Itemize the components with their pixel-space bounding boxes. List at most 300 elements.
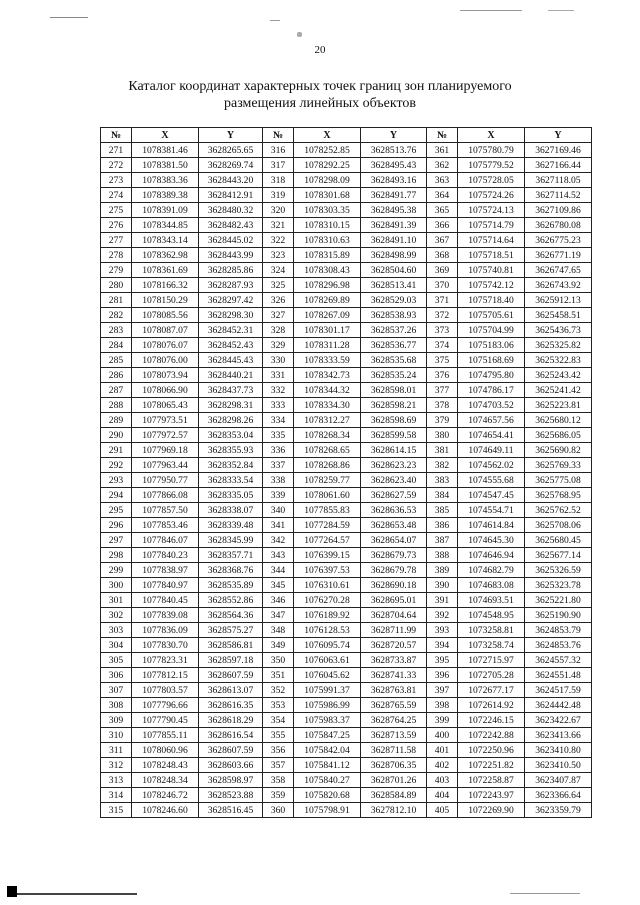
cell-y-1: 3628352.84 (199, 458, 263, 473)
table-row (101, 293, 592, 308)
cell-y-3: 3625458.51 (525, 308, 592, 323)
cell-x-3: 1075714.79 (458, 218, 525, 233)
cell-x-1: 1078383.36 (132, 173, 199, 188)
document-title-line-1: Каталог координат характерных точек границ зон планируемого (128, 79, 512, 94)
cell-number-3: 368 (427, 248, 458, 263)
cell-y-1: 3628564.36 (199, 608, 263, 623)
cell-number-2: 337 (263, 458, 294, 473)
cell-x-3: 1075718.51 (458, 248, 525, 263)
cell-x-1: 1078381.46 (132, 143, 199, 158)
cell-y-2: 3628599.58 (361, 428, 427, 443)
cell-x-2: 1078312.27 (294, 413, 361, 428)
cell-number-3: 405 (427, 803, 458, 818)
table-row (101, 248, 592, 263)
cell-number-2: 328 (263, 323, 294, 338)
cell-y-2: 3628713.59 (361, 728, 427, 743)
table-row (101, 743, 592, 758)
cell-number-1: 307 (101, 683, 132, 698)
cell-y-1: 3628368.76 (199, 563, 263, 578)
cell-number-3: 376 (427, 368, 458, 383)
cell-number-2: 343 (263, 548, 294, 563)
cell-y-3: 3623407.87 (525, 773, 592, 788)
cell-x-2: 1075847.25 (294, 728, 361, 743)
cell-y-2: 3628504.60 (361, 263, 427, 278)
cell-x-3: 1075779.52 (458, 158, 525, 173)
cell-number-1: 271 (101, 143, 132, 158)
cell-y-1: 3628353.04 (199, 428, 263, 443)
cell-y-1: 3628440.21 (199, 368, 263, 383)
cell-x-3: 1075704.99 (458, 323, 525, 338)
cell-number-2: 356 (263, 743, 294, 758)
cell-x-2: 1077284.59 (294, 518, 361, 533)
cell-number-3: 369 (427, 263, 458, 278)
table-row (101, 473, 592, 488)
cell-number-1: 298 (101, 548, 132, 563)
cell-y-2: 3628535.68 (361, 353, 427, 368)
cell-x-2: 1078298.09 (294, 173, 361, 188)
cell-y-2: 3628493.16 (361, 173, 427, 188)
cell-x-1: 1078087.07 (132, 323, 199, 338)
cell-y-2: 3628537.26 (361, 323, 427, 338)
cell-y-3: 3626771.19 (525, 248, 592, 263)
cell-number-3: 399 (427, 713, 458, 728)
cell-y-3: 3625322.83 (525, 353, 592, 368)
cell-number-1: 284 (101, 338, 132, 353)
table-row (101, 533, 592, 548)
cell-y-3: 3626780.08 (525, 218, 592, 233)
cell-x-2: 1076397.53 (294, 563, 361, 578)
cell-number-2: 338 (263, 473, 294, 488)
cell-number-2: 335 (263, 428, 294, 443)
cell-y-2: 3628513.41 (361, 278, 427, 293)
header-number-1: № (101, 128, 132, 143)
cell-y-2: 3628701.26 (361, 773, 427, 788)
cell-x-2: 1076045.62 (294, 668, 361, 683)
cell-x-2: 1075983.37 (294, 713, 361, 728)
cell-y-1: 3628287.93 (199, 278, 263, 293)
cell-x-2: 1076095.74 (294, 638, 361, 653)
table-row (101, 368, 592, 383)
cell-x-1: 1077838.97 (132, 563, 199, 578)
cell-number-3: 382 (427, 458, 458, 473)
table-row (101, 458, 592, 473)
table-row (101, 278, 592, 293)
cell-x-3: 1072614.92 (458, 698, 525, 713)
cell-number-3: 393 (427, 623, 458, 638)
cell-number-2: 355 (263, 728, 294, 743)
cell-number-3: 402 (427, 758, 458, 773)
cell-x-1: 1078248.34 (132, 773, 199, 788)
cell-number-3: 396 (427, 668, 458, 683)
cell-number-1: 279 (101, 263, 132, 278)
cell-number-1: 286 (101, 368, 132, 383)
cell-y-2: 3628679.73 (361, 548, 427, 563)
cell-x-3: 1072677.17 (458, 683, 525, 698)
cell-x-2: 1078301.68 (294, 188, 361, 203)
cell-number-1: 283 (101, 323, 132, 338)
cell-number-1: 308 (101, 698, 132, 713)
cell-number-2: 316 (263, 143, 294, 158)
cell-number-2: 352 (263, 683, 294, 698)
cell-number-3: 390 (427, 578, 458, 593)
cell-y-2: 3628706.35 (361, 758, 427, 773)
cell-y-2: 3628741.33 (361, 668, 427, 683)
cell-x-3: 1074649.11 (458, 443, 525, 458)
cell-number-1: 294 (101, 488, 132, 503)
cell-x-3: 1074703.52 (458, 398, 525, 413)
cell-y-1: 3628452.43 (199, 338, 263, 353)
cell-y-3: 3625323.78 (525, 578, 592, 593)
cell-x-1: 1077866.08 (132, 488, 199, 503)
cell-x-3: 1074646.94 (458, 548, 525, 563)
cell-x-1: 1077855.11 (132, 728, 199, 743)
coordinates-table (100, 127, 592, 818)
cell-number-2: 359 (263, 788, 294, 803)
cell-y-2: 3628513.76 (361, 143, 427, 158)
document-title (100, 78, 540, 112)
cell-x-1: 1077969.18 (132, 443, 199, 458)
cell-number-1: 296 (101, 518, 132, 533)
cell-number-3: 373 (427, 323, 458, 338)
cell-y-2: 3627812.10 (361, 803, 427, 818)
cell-number-2: 360 (263, 803, 294, 818)
cell-y-3: 3625686.05 (525, 428, 592, 443)
cell-y-3: 3625912.13 (525, 293, 592, 308)
cell-number-1: 295 (101, 503, 132, 518)
cell-x-2: 1077855.83 (294, 503, 361, 518)
cell-x-1: 1078391.09 (132, 203, 199, 218)
cell-x-3: 1072251.82 (458, 758, 525, 773)
cell-y-1: 3628482.43 (199, 218, 263, 233)
table-row (101, 788, 592, 803)
cell-number-2: 323 (263, 248, 294, 263)
cell-number-3: 392 (427, 608, 458, 623)
cell-y-1: 3628357.71 (199, 548, 263, 563)
cell-y-3: 3627166.44 (525, 158, 592, 173)
cell-x-1: 1078246.72 (132, 788, 199, 803)
cell-y-3: 3624551.48 (525, 668, 592, 683)
table-row (101, 143, 592, 158)
cell-x-1: 1078060.96 (132, 743, 199, 758)
cell-number-1: 274 (101, 188, 132, 203)
cell-number-2: 325 (263, 278, 294, 293)
cell-number-3: 391 (427, 593, 458, 608)
cell-x-3: 1075740.81 (458, 263, 525, 278)
cell-x-2: 1078268.65 (294, 443, 361, 458)
cell-y-1: 3628412.91 (199, 188, 263, 203)
table-row (101, 668, 592, 683)
table-row (101, 683, 592, 698)
cell-y-3: 3625190.90 (525, 608, 592, 623)
cell-y-3: 3627114.52 (525, 188, 592, 203)
cell-x-3: 1074657.56 (458, 413, 525, 428)
cell-x-3: 1074554.71 (458, 503, 525, 518)
cell-y-1: 3628598.97 (199, 773, 263, 788)
cell-number-3: 375 (427, 353, 458, 368)
cell-number-2: 348 (263, 623, 294, 638)
cell-number-3: 367 (427, 233, 458, 248)
cell-x-3: 1072242.88 (458, 728, 525, 743)
cell-x-3: 1072269.90 (458, 803, 525, 818)
cell-x-3: 1075714.64 (458, 233, 525, 248)
cell-x-2: 1078333.59 (294, 353, 361, 368)
cell-x-2: 1078296.98 (294, 278, 361, 293)
cell-y-3: 3623410.50 (525, 758, 592, 773)
cell-x-3: 1074645.30 (458, 533, 525, 548)
cell-y-1: 3628535.89 (199, 578, 263, 593)
cell-number-3: 370 (427, 278, 458, 293)
table-row (101, 383, 592, 398)
scan-artifact (510, 893, 580, 894)
cell-x-1: 1077836.09 (132, 623, 199, 638)
cell-x-2: 1078259.77 (294, 473, 361, 488)
cell-x-2: 1078268.86 (294, 458, 361, 473)
cell-x-2: 1075840.27 (294, 773, 361, 788)
cell-y-3: 3625775.08 (525, 473, 592, 488)
cell-number-1: 272 (101, 158, 132, 173)
cell-x-2: 1078267.09 (294, 308, 361, 323)
cell-x-3: 1074562.02 (458, 458, 525, 473)
cell-x-1: 1077963.44 (132, 458, 199, 473)
cell-number-2: 351 (263, 668, 294, 683)
cell-number-3: 383 (427, 473, 458, 488)
table-row (101, 608, 592, 623)
cell-x-2: 1078292.25 (294, 158, 361, 173)
cell-x-2: 1078344.32 (294, 383, 361, 398)
cell-y-1: 3628298.31 (199, 398, 263, 413)
cell-number-3: 363 (427, 173, 458, 188)
cell-x-3: 1072246.15 (458, 713, 525, 728)
table-row (101, 758, 592, 773)
cell-number-2: 327 (263, 308, 294, 323)
cell-x-3: 1075724.13 (458, 203, 525, 218)
cell-number-1: 282 (101, 308, 132, 323)
cell-y-1: 3628552.86 (199, 593, 263, 608)
cell-number-3: 387 (427, 533, 458, 548)
cell-number-1: 305 (101, 653, 132, 668)
cell-y-3: 3624853.79 (525, 623, 592, 638)
cell-x-3: 1074786.17 (458, 383, 525, 398)
cell-x-1: 1078381.50 (132, 158, 199, 173)
cell-y-1: 3628480.32 (199, 203, 263, 218)
header-x-1: X (132, 128, 199, 143)
header-y-1: Y (199, 128, 263, 143)
scan-artifact (460, 10, 522, 11)
table-row (101, 713, 592, 728)
cell-number-1: 311 (101, 743, 132, 758)
cell-number-1: 315 (101, 803, 132, 818)
cell-y-2: 3628653.48 (361, 518, 427, 533)
cell-number-1: 310 (101, 728, 132, 743)
cell-y-3: 3625326.59 (525, 563, 592, 578)
cell-x-1: 1078343.14 (132, 233, 199, 248)
cell-y-1: 3628616.54 (199, 728, 263, 743)
cell-number-2: 336 (263, 443, 294, 458)
cell-number-1: 314 (101, 788, 132, 803)
cell-number-2: 317 (263, 158, 294, 173)
cell-number-3: 361 (427, 143, 458, 158)
cell-number-2: 324 (263, 263, 294, 278)
cell-x-2: 1078061.60 (294, 488, 361, 503)
cell-y-2: 3628679.78 (361, 563, 427, 578)
cell-y-2: 3628720.57 (361, 638, 427, 653)
cell-y-2: 3628690.18 (361, 578, 427, 593)
cell-x-3: 1074548.95 (458, 608, 525, 623)
cell-y-1: 3628269.74 (199, 158, 263, 173)
header-number-2: № (263, 128, 294, 143)
cell-x-3: 1075780.79 (458, 143, 525, 158)
cell-number-3: 403 (427, 773, 458, 788)
cell-number-2: 342 (263, 533, 294, 548)
cell-x-3: 1075728.05 (458, 173, 525, 188)
cell-y-3: 3624442.48 (525, 698, 592, 713)
cell-y-3: 3625223.81 (525, 398, 592, 413)
cell-y-3: 3623422.67 (525, 713, 592, 728)
cell-x-2: 1078315.89 (294, 248, 361, 263)
cell-number-3: 380 (427, 428, 458, 443)
cell-number-1: 312 (101, 758, 132, 773)
scan-artifact (7, 886, 17, 897)
cell-y-1: 3628335.05 (199, 488, 263, 503)
cell-number-1: 288 (101, 398, 132, 413)
cell-number-2: 326 (263, 293, 294, 308)
cell-y-1: 3628618.29 (199, 713, 263, 728)
cell-number-2: 345 (263, 578, 294, 593)
cell-y-1: 3628603.66 (199, 758, 263, 773)
cell-number-1: 313 (101, 773, 132, 788)
table-row (101, 548, 592, 563)
cell-number-3: 389 (427, 563, 458, 578)
cell-x-3: 1073258.74 (458, 638, 525, 653)
cell-y-1: 3628443.20 (199, 173, 263, 188)
cell-number-1: 299 (101, 563, 132, 578)
cell-x-1: 1078362.98 (132, 248, 199, 263)
cell-y-3: 3625768.95 (525, 488, 592, 503)
cell-number-1: 287 (101, 383, 132, 398)
scan-artifact (270, 20, 280, 21)
cell-x-1: 1078361.69 (132, 263, 199, 278)
table-row (101, 308, 592, 323)
cell-x-2: 1076270.28 (294, 593, 361, 608)
cell-y-1: 3628523.88 (199, 788, 263, 803)
cell-number-2: 340 (263, 503, 294, 518)
table-body (101, 143, 592, 818)
cell-y-3: 3626743.92 (525, 278, 592, 293)
cell-number-2: 350 (263, 653, 294, 668)
cell-y-2: 3628711.99 (361, 623, 427, 638)
cell-y-2: 3628623.40 (361, 473, 427, 488)
table-row (101, 728, 592, 743)
scan-artifact (17, 893, 137, 895)
cell-number-3: 372 (427, 308, 458, 323)
table-row (101, 488, 592, 503)
cell-y-3: 3625221.80 (525, 593, 592, 608)
table-row (101, 653, 592, 668)
cell-number-3: 381 (427, 443, 458, 458)
cell-x-2: 1078269.89 (294, 293, 361, 308)
cell-number-2: 319 (263, 188, 294, 203)
cell-x-3: 1075168.69 (458, 353, 525, 368)
cell-y-3: 3625762.52 (525, 503, 592, 518)
cell-x-2: 1075991.37 (294, 683, 361, 698)
cell-number-3: 398 (427, 698, 458, 713)
cell-number-3: 378 (427, 398, 458, 413)
cell-number-2: 332 (263, 383, 294, 398)
header-x-2: X (294, 128, 361, 143)
cell-number-3: 377 (427, 383, 458, 398)
cell-number-3: 379 (427, 413, 458, 428)
cell-number-1: 309 (101, 713, 132, 728)
cell-x-1: 1077853.46 (132, 518, 199, 533)
cell-x-1: 1078076.00 (132, 353, 199, 368)
cell-number-1: 277 (101, 233, 132, 248)
header-number-3: № (427, 128, 458, 143)
cell-number-3: 374 (427, 338, 458, 353)
cell-x-1: 1078066.90 (132, 383, 199, 398)
cell-x-3: 1072715.97 (458, 653, 525, 668)
cell-y-2: 3628765.59 (361, 698, 427, 713)
cell-number-1: 303 (101, 623, 132, 638)
table-row (101, 398, 592, 413)
cell-y-1: 3628452.31 (199, 323, 263, 338)
cell-y-1: 3628597.18 (199, 653, 263, 668)
table-row (101, 173, 592, 188)
cell-x-2: 1076310.61 (294, 578, 361, 593)
cell-number-3: 365 (427, 203, 458, 218)
cell-number-2: 320 (263, 203, 294, 218)
cell-x-2: 1078311.28 (294, 338, 361, 353)
cell-y-3: 3625325.82 (525, 338, 592, 353)
cell-y-3: 3627169.46 (525, 143, 592, 158)
cell-number-2: 349 (263, 638, 294, 653)
cell-number-3: 385 (427, 503, 458, 518)
cell-x-1: 1077857.50 (132, 503, 199, 518)
cell-x-1: 1077796.66 (132, 698, 199, 713)
cell-y-2: 3628495.38 (361, 203, 427, 218)
cell-x-1: 1077950.77 (132, 473, 199, 488)
cell-number-1: 285 (101, 353, 132, 368)
cell-number-2: 341 (263, 518, 294, 533)
cell-x-1: 1078248.43 (132, 758, 199, 773)
cell-y-3: 3626747.65 (525, 263, 592, 278)
cell-y-2: 3628598.01 (361, 383, 427, 398)
cell-number-2: 333 (263, 398, 294, 413)
cell-x-3: 1075705.61 (458, 308, 525, 323)
cell-y-3: 3624557.32 (525, 653, 592, 668)
cell-number-1: 276 (101, 218, 132, 233)
cell-x-3: 1072250.96 (458, 743, 525, 758)
cell-y-3: 3625680.45 (525, 533, 592, 548)
cell-y-2: 3628627.59 (361, 488, 427, 503)
cell-number-1: 297 (101, 533, 132, 548)
cell-number-3: 388 (427, 548, 458, 563)
cell-y-1: 3628575.27 (199, 623, 263, 638)
cell-number-2: 353 (263, 698, 294, 713)
cell-x-1: 1078076.07 (132, 338, 199, 353)
cell-number-1: 306 (101, 668, 132, 683)
cell-y-3: 3625690.82 (525, 443, 592, 458)
cell-y-2: 3628598.21 (361, 398, 427, 413)
cell-y-2: 3628495.43 (361, 158, 427, 173)
cell-y-3: 3625677.14 (525, 548, 592, 563)
cell-x-3: 1074547.45 (458, 488, 525, 503)
cell-y-1: 3628333.54 (199, 473, 263, 488)
table-row (101, 443, 592, 458)
cell-number-1: 304 (101, 638, 132, 653)
cell-number-3: 364 (427, 188, 458, 203)
header-y-2: Y (361, 128, 427, 143)
cell-x-3: 1072705.28 (458, 668, 525, 683)
